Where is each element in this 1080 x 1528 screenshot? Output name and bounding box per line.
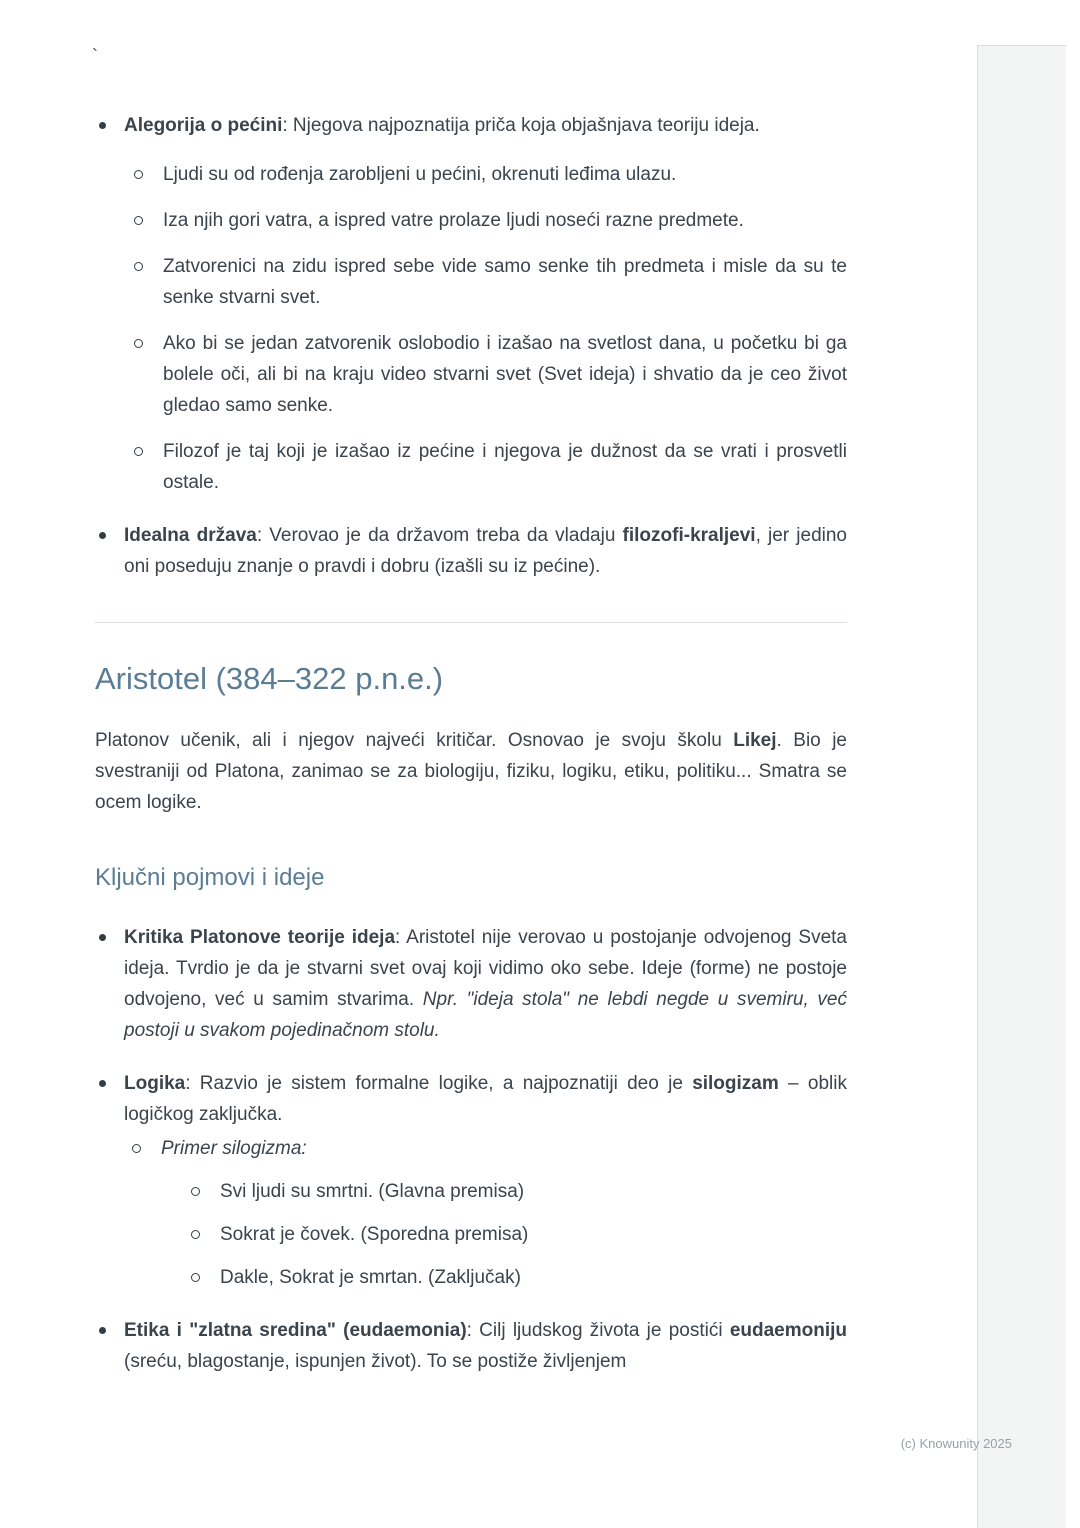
right-gutter: [977, 45, 1066, 1528]
list-item: [132, 159, 847, 190]
copyright-footer: (c) Knowunity 2025: [900, 1436, 1012, 1451]
document-content: [95, 0, 847, 1399]
plato-key-points-list: [95, 110, 847, 582]
list-item: [132, 205, 847, 236]
text-segment: : Njegova najpoznatija priča koja objašnjava teoriju ideja.: [282, 115, 760, 136]
list-item-critique: [95, 922, 847, 1046]
aristotle-key-points-list: [95, 922, 847, 1377]
list-item-text: [124, 110, 847, 141]
text-segment: silogizam: [692, 1073, 779, 1094]
list-item-text: [124, 1315, 847, 1377]
text-segment: : Razvio je sistem formalne logike, a najpoznatiji deo je: [185, 1073, 693, 1094]
list-item-logic: [95, 1068, 847, 1293]
list-item-text: [124, 1068, 847, 1130]
list-item: [132, 436, 847, 498]
text-segment: Idealna država: [124, 525, 257, 546]
text-segment: Kritika Platonove teorije ideja: [124, 927, 396, 948]
text-segment: : Verovao je da državom treba da vladaju: [256, 525, 623, 546]
list-item-text: [163, 159, 847, 190]
text-segment: Etika i "zlatna sredina" (eudaemonia): [124, 1320, 467, 1341]
text-segment: Iza njih gori vatra, a ispred vatre prolaze ljudi noseći razne predmete.: [163, 210, 744, 231]
text-segment: eudaemoniju: [729, 1320, 847, 1341]
text-segment: – oblik logičkog zaključka.: [124, 1073, 847, 1125]
key-concepts-subheading: Ključni pojmovi i ideje: [95, 864, 325, 891]
list-item-text: [220, 1219, 847, 1250]
text-segment: Dakle, Sokrat je smrtan. (Zaključak): [220, 1267, 521, 1288]
text-segment: , jer jedino oni poseduju znanje o pravdi i dobru (izašli su iz pećine).: [124, 525, 848, 577]
text-segment: : Aristotel nije verovao u postojanje odvojenog Sveta ideja. Tvrdio je da je stvarni svet ovaj koji vidimo oko sebe. Ideje (forme) ne postoje odvojeno, već u samim stvarima.: [124, 927, 847, 1010]
text-segment: Filozof je taj koji je izašao iz pećine i njegova je dužnost da se vrati i prosvetli ostale.: [163, 441, 847, 493]
text-segment: Logika: [124, 1073, 186, 1094]
text-segment: Npr. "ideja stola" ne lebdi negde u svemiru, već postoji u svakom pojedinačnom stolu.: [124, 989, 847, 1041]
list-item-cave-allegory: [95, 110, 847, 498]
list-item-text: [163, 328, 847, 421]
list-item: [132, 251, 847, 313]
list-item-text: [124, 520, 847, 582]
list-item-text: [124, 922, 847, 1046]
text-segment: (sreću, blagostanje, ispunjen život). To se postiže življenjem: [124, 1351, 627, 1372]
text-segment: Ako bi se jedan zatvorenik oslobodio i izašao na svetlost dana, u početku bi ga bolele oči, ali bi na kraju video stvarni svet (Svet ideja) i shvatio da je ceo život gledao samo senke.: [163, 333, 847, 416]
syllogism-sublist: [130, 1133, 847, 1293]
text-segment: Sokrat je čovek. (Sporedna premisa): [220, 1224, 529, 1245]
list-item-ethics: [95, 1315, 847, 1377]
text-segment: Alegorija o pećini: [124, 115, 283, 136]
list-item-syllogism-example: [130, 1133, 847, 1293]
list-item: [189, 1262, 847, 1293]
section-divider: [95, 622, 847, 623]
list-item-text: [161, 1133, 847, 1164]
text-segment: Zatvorenici na zidu ispred sebe vide samo senke tih predmeta i misle da su te senke stvarni svet.: [163, 256, 847, 308]
list-item: [189, 1219, 847, 1250]
list-item-ideal-state: [95, 520, 847, 582]
list-item-text: [220, 1262, 847, 1293]
list-item-text: [163, 251, 847, 313]
text-segment: . Bio je svestraniji od Platona, zanimao se za biologiju, fiziku, logiku, etiku, politiku... Smatra se ocem logike.: [95, 730, 847, 813]
syllogism-steps-list: [189, 1176, 847, 1293]
aristotle-heading: Aristotel (384–322 p.n.e.): [95, 661, 444, 696]
text-segment: Primer silogizma:: [161, 1138, 307, 1159]
text-segment: Ljudi su od rođenja zarobljeni u pećini, okrenuti leđima ulazu.: [163, 164, 677, 185]
text-segment: Svi ljudi su smrtni. (Glavna premisa): [220, 1181, 525, 1202]
list-item: [189, 1176, 847, 1207]
list-item-text: [163, 205, 847, 236]
list-item-text: [163, 436, 847, 498]
cave-allegory-sublist: [132, 159, 847, 498]
stray-backtick: `: [92, 46, 98, 66]
list-item: [132, 328, 847, 421]
text-segment: filozofi-kraljevi: [622, 525, 756, 546]
text-segment: Platonov učenik, ali i njegov najveći kritičar. Osnovao je svoju školu: [95, 730, 734, 751]
aristotle-intro-paragraph: [95, 725, 847, 818]
text-segment: : Cilj ljudskog života je postići: [466, 1320, 730, 1341]
text-segment: Likej: [733, 730, 777, 751]
list-item-text: [220, 1176, 847, 1207]
